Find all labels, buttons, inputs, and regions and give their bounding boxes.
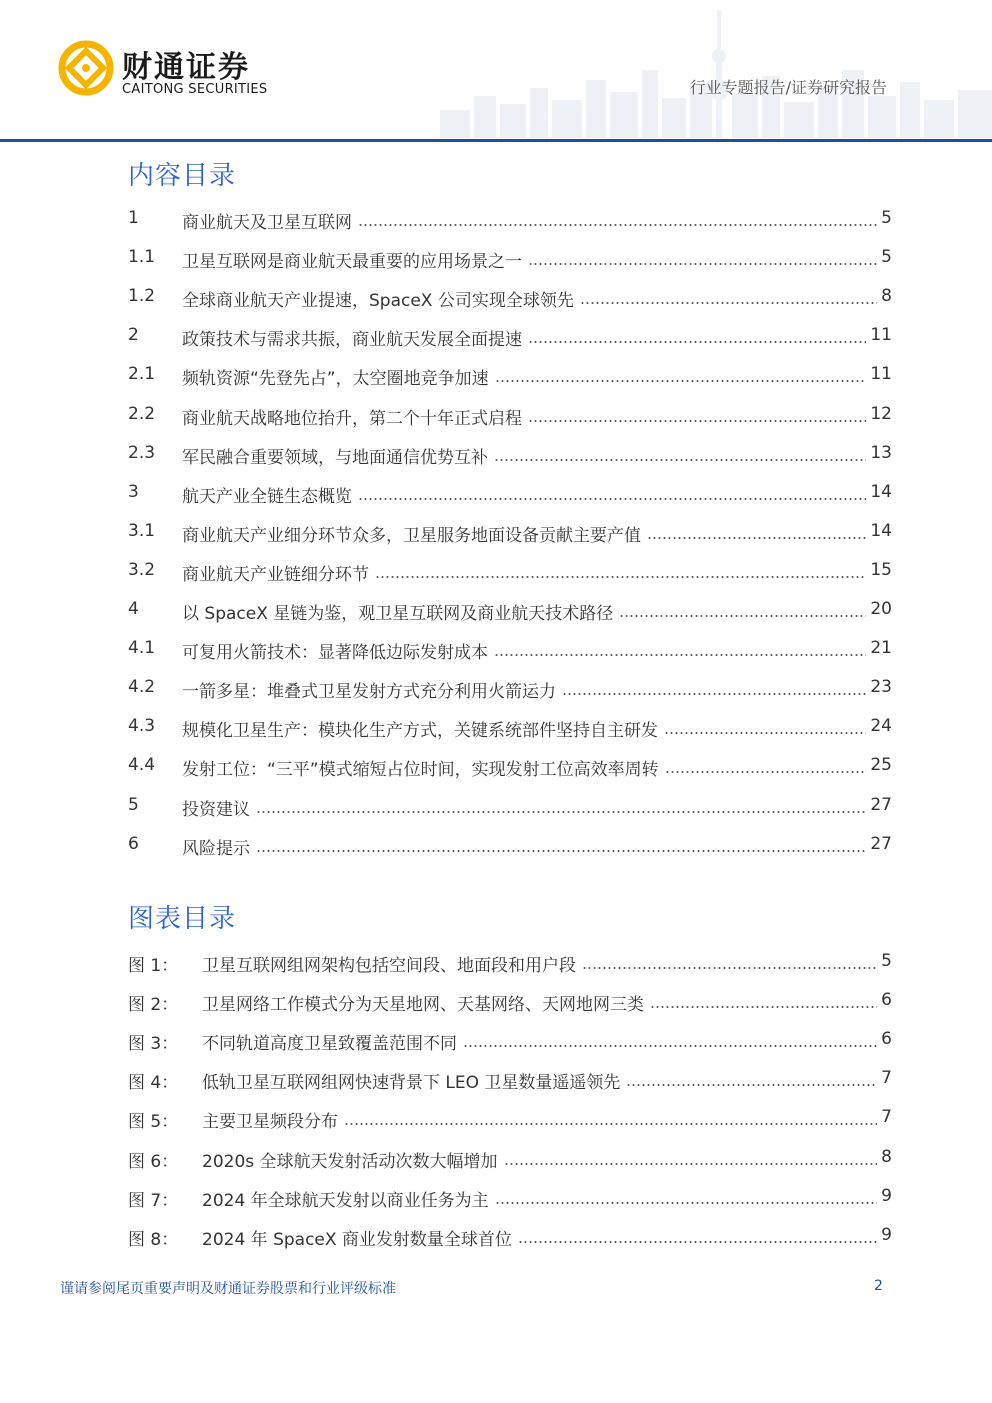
toc-leader-dots [518, 1241, 877, 1243]
toc-entry-number: 4 [128, 599, 139, 619]
toc-leader-dots [256, 850, 866, 852]
toc-entry[interactable] [128, 795, 892, 819]
toc-entry-title: 政策技术与需求共振，商业航天发展全面提速 [182, 330, 522, 351]
toc-entry[interactable] [128, 1225, 892, 1249]
toc-leader-dots [647, 537, 866, 539]
toc-entry-page: 24 [870, 716, 892, 737]
toc-entry-title: 商业航天及卫星互联网 [182, 213, 352, 233]
toc-entry[interactable] [128, 716, 892, 740]
toc-leader-dots [650, 1006, 877, 1008]
toc-leader-dots [562, 693, 866, 695]
toc-entry[interactable] [128, 755, 892, 779]
toc-entry-page: 5 [881, 247, 892, 268]
footer-disclaimer[interactable]: 谨请参阅尾页重要声明及财通证券股票和行业评级标准 [60, 1281, 396, 1297]
toc-entry-page: 8 [881, 1146, 892, 1167]
toc-entry-page: 13 [870, 442, 892, 463]
toc-entry[interactable] [128, 325, 892, 349]
toc-entry[interactable] [128, 834, 892, 858]
toc-entry-page: 5 [881, 951, 892, 971]
toc-entry-number: 4.2 [128, 677, 156, 698]
toc-leader-dots [665, 771, 866, 773]
toc-entry-title: 2024 年 SpaceX 商业发射数量全球首位 [202, 1229, 512, 1250]
toc-entry-number: 图 5： [128, 1112, 179, 1133]
toc-entry-number: 图 3： [128, 1034, 179, 1055]
toc-entry[interactable] [128, 990, 892, 1014]
company-name-cn: 财通证券 [122, 50, 250, 85]
toc-entry[interactable] [128, 482, 892, 506]
toc-leader-dots [528, 341, 866, 343]
company-logo [58, 40, 298, 102]
toc-entry-number: 图 8： [128, 1229, 179, 1250]
company-name-en: CAITONG SECURITIES [122, 82, 268, 97]
toc-entry[interactable] [128, 247, 892, 271]
toc-leader-dots [582, 967, 877, 969]
toc-entry-page: 12 [870, 403, 892, 424]
toc-entry[interactable] [128, 677, 892, 701]
toc-entry[interactable] [128, 1147, 892, 1171]
city-skyline-watermark [440, 0, 992, 138]
toc-entry-number: 4.3 [128, 716, 156, 737]
toc-entry-title: 商业航天产业细分环节众多，卫星服务地面设备贡献主要产值 [182, 525, 641, 546]
toc-leader-dots [528, 263, 877, 265]
toc-leader-dots [344, 1123, 877, 1125]
toc-entry-number: 4.1 [128, 638, 156, 659]
toc-entry-title: 以 SpaceX 星链为鉴，观卫星互联网及商业航天技术路径 [182, 604, 614, 624]
toc-entry[interactable] [128, 208, 892, 232]
toc-entry[interactable] [128, 638, 892, 662]
toc-entry-title: 投资建议 [182, 799, 250, 820]
toc-leader-dots [664, 732, 866, 734]
toc-entry-title: 频轨资源“先登先占”，太空圈地竞争加速 [182, 369, 489, 390]
toc-entry-number: 图 2： [128, 995, 179, 1016]
toc-entry-number: 图 1： [128, 956, 179, 976]
toc-entry[interactable] [128, 443, 892, 467]
toc-entry-title: 商业航天产业链细分环节 [182, 564, 369, 585]
toc-entry-title: 不同轨道高度卫星致覆盖范围不同 [202, 1034, 457, 1055]
toc-entry-page: 15 [870, 559, 892, 580]
toc-entry-page: 6 [881, 1029, 892, 1050]
toc-entry-number: 图 4： [128, 1073, 179, 1094]
toc-leader-dots [494, 459, 866, 461]
toc-entry-page: 27 [870, 833, 892, 854]
figures-title: 图表目录 [128, 904, 237, 934]
toc-entry[interactable] [128, 1068, 892, 1092]
toc-leader-dots [358, 224, 877, 226]
toc-leader-dots [256, 811, 866, 813]
toc-leader-dots [528, 420, 866, 422]
toc-entry-number: 图 6： [128, 1151, 179, 1172]
toc-entry-page: 6 [881, 990, 892, 1011]
toc-entry-title: 航天产业全链生态概览 [182, 486, 352, 507]
toc-entry-page: 14 [870, 520, 892, 541]
toc-entry-number: 3.1 [128, 520, 156, 541]
toc-entry-title: 规模化卫星生产：模块化生产方式，关键系统部件坚持自主研发 [182, 721, 658, 742]
toc-entry[interactable] [128, 1107, 892, 1131]
toc-entry-page: 11 [870, 364, 892, 385]
toc-entry-page: 21 [870, 638, 892, 659]
toc-entry-number: 2.3 [128, 442, 156, 463]
toc-entry-title: 可复用火箭技术：显著降低边际发射成本 [182, 643, 488, 664]
toc-leader-dots [494, 654, 866, 656]
toc-entry-number: 1 [128, 208, 139, 228]
toc-entry[interactable] [128, 560, 892, 584]
toc-entry[interactable] [128, 1029, 892, 1053]
toc-entry[interactable] [128, 404, 892, 428]
toc-entry-title: 低轨卫星互联网组网快速背景下 LEO 卫星数量遥遥领先 [202, 1073, 621, 1094]
toc-leader-dots [580, 302, 877, 304]
toc-entry-number: 4.4 [128, 755, 156, 776]
toc-entry-page: 20 [870, 599, 892, 619]
toc-entry[interactable] [128, 286, 892, 310]
toc-entry-title: 2020s 全球航天发射活动次数大幅增加 [202, 1151, 498, 1172]
toc-leader-dots [619, 615, 866, 617]
toc-entry-page: 14 [870, 481, 892, 502]
toc-entry-page: 8 [881, 286, 892, 307]
toc-entry-number: 1.1 [128, 247, 156, 268]
toc-entry-number: 6 [128, 833, 139, 854]
toc-entry-title: 卫星网络工作模式分为天星地网、天基网络、天网地网三类 [202, 995, 644, 1016]
report-type-label: 行业专题报告/证券研究报告 [689, 78, 887, 97]
toc-entry[interactable] [128, 521, 892, 545]
toc-entry-title: 发射工位：“三平”模式缩短占位时间，实现发射工位高效率周转 [182, 760, 659, 781]
toc-entry-page: 9 [881, 1185, 892, 1206]
header-divider [0, 139, 992, 142]
toc-entry-page: 23 [870, 677, 892, 698]
toc-leader-dots [495, 1202, 877, 1204]
toc-entry-number: 5 [128, 794, 139, 815]
toc-entry-number: 2 [128, 325, 139, 346]
toc-entry-title: 卫星互联网是商业航天最重要的应用场景之一 [182, 252, 522, 273]
toc-entry-title: 2024 年全球航天发射以商业任务为主 [202, 1190, 489, 1211]
toc-entry[interactable] [128, 364, 892, 388]
toc-entry-page: 25 [870, 755, 892, 776]
caitong-logo-icon [58, 40, 114, 96]
toc-leader-dots [463, 1045, 877, 1047]
toc-entry-number: 3 [128, 481, 139, 502]
toc-entry-title: 卫星互联网组网架构包括空间段、地面段和用户段 [202, 956, 576, 976]
toc-leader-dots [504, 1163, 877, 1165]
page-number: 2 [874, 1278, 883, 1294]
toc-entry-title: 全球商业航天产业提速，SpaceX 公司实现全球领先 [182, 291, 574, 312]
toc-entry-page: 7 [881, 1068, 892, 1089]
toc-leader-dots [626, 1084, 877, 1086]
toc-entry-number: 2.2 [128, 403, 156, 424]
toc-leader-dots [375, 576, 866, 578]
toc-entry-number: 图 7： [128, 1190, 179, 1211]
toc-entry-page: 27 [870, 794, 892, 815]
toc-entry-number: 1.2 [128, 286, 156, 307]
toc-entry-title: 军民融合重要领域，与地面通信优势互补 [182, 447, 488, 468]
toc-entry-page: 7 [881, 1107, 892, 1128]
toc-entry-page: 9 [881, 1224, 892, 1245]
toc-entry-number: 2.1 [128, 364, 156, 385]
toc-entry-title: 商业航天战略地位抬升，第二个十年正式启程 [182, 408, 522, 429]
toc-entry-title: 一箭多星：堆叠式卫星发射方式充分利用火箭运力 [182, 682, 556, 703]
page-header [0, 0, 992, 142]
toc-entry[interactable] [128, 1186, 892, 1210]
toc-entry-title: 风险提示 [182, 838, 250, 859]
toc-entry-page: 5 [881, 208, 892, 228]
toc-entry-title: 主要卫星频段分布 [202, 1112, 338, 1133]
toc-leader-dots [495, 380, 866, 382]
toc-entry[interactable] [128, 951, 892, 975]
toc-leader-dots [358, 498, 866, 500]
toc-entry[interactable] [128, 599, 892, 623]
toc-entry-page: 11 [870, 325, 892, 346]
toc-entry-number: 3.2 [128, 559, 156, 580]
contents-title: 内容目录 [128, 161, 237, 191]
